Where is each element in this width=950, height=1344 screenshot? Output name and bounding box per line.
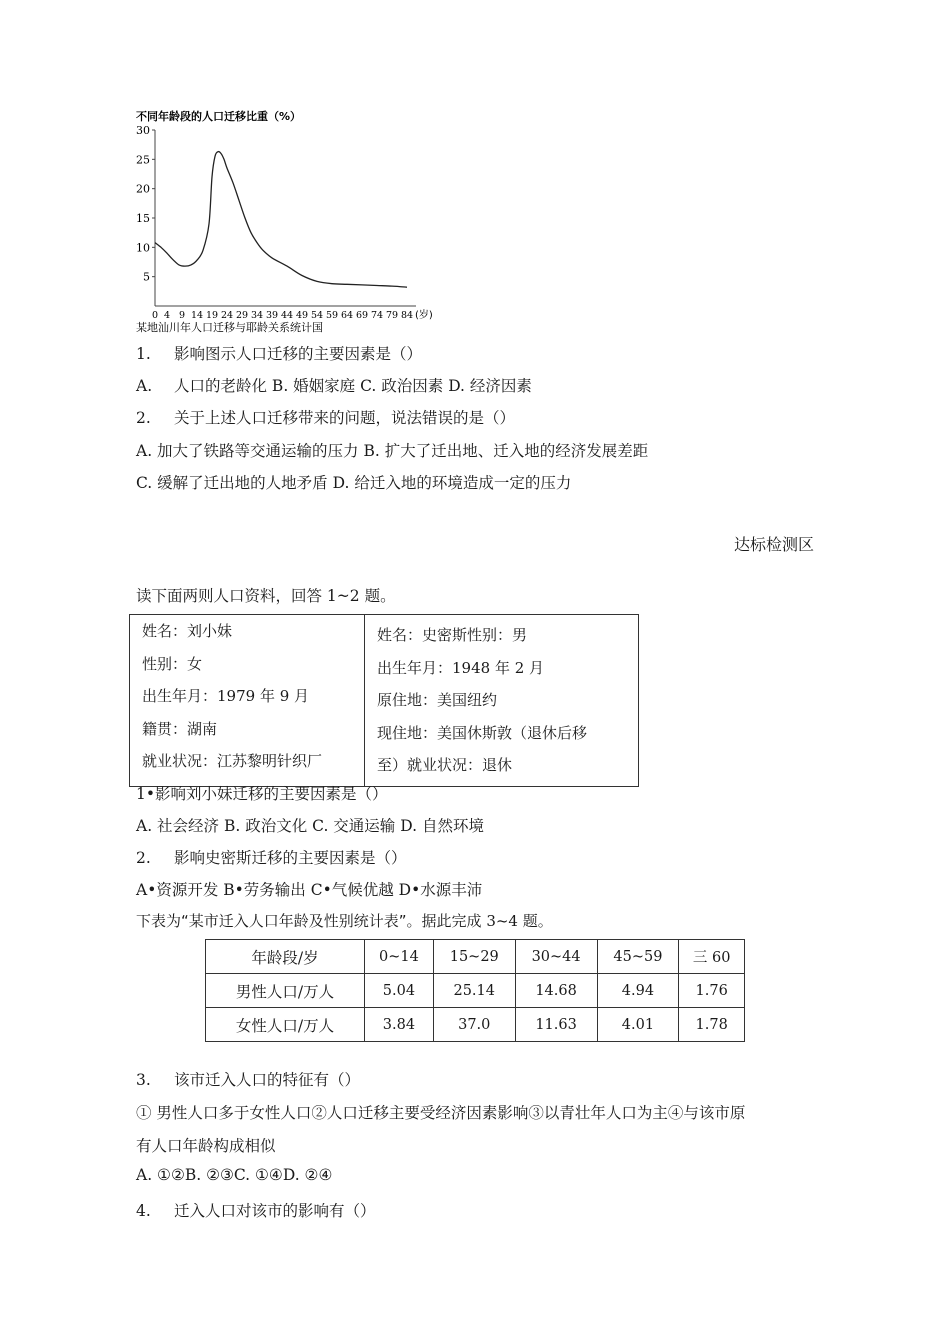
header-cell: 三 60 [679,940,745,974]
profile-question-1-options: A. 社会经济 B. 政治文化 C. 交通运输 D. 自然环境 [136,817,484,835]
x-tick-label: 14 [190,310,204,321]
x-tick-label: 54 [310,310,324,321]
profile-question-2 [136,846,407,868]
question-2 [136,406,515,428]
header-cell: 45~59 [597,940,679,974]
profile-left-cell [130,615,365,787]
chart-title: 不同年龄段的人口迁移比重（%） [136,110,302,123]
question-number: 3. [136,1071,151,1089]
profile-line: 性别：女 [142,654,203,673]
question-text: 关于上述人口迁移带来的问题，说法错误的是（） [174,409,516,427]
y-ticks [136,124,155,284]
question-2-options-a-b: A. 加大了铁路等交通运输的压力 B. 扩大了迁出地、迁入地的经济发展差距 [136,442,649,460]
question-3 [136,1068,360,1090]
profile-right-cell [365,615,639,787]
x-tick-label: 29 [235,310,249,321]
x-tick-label: 64 [340,310,354,321]
x-tick-label: 9 [178,310,186,321]
x-tick-label: 44 [280,310,294,321]
table-intro-tail: 。据此完成 3~4 题。 [406,912,553,930]
x-tick-label: 24 [220,310,234,321]
x-tick-label: 74 [370,310,384,321]
x-tick-label: 69 [355,310,369,321]
table-cell: 11.63 [515,1008,597,1042]
row-label: 女性人口/万人 [206,1008,365,1042]
x-tick-label: 59 [325,310,339,321]
y-tick-label: 25 [136,153,150,167]
question-3-options: A. ①②B. ②③C. ①④D. ②④ [136,1166,333,1184]
profile-table [129,614,639,787]
table-cell: 25.14 [433,974,515,1008]
table-row [206,974,745,1008]
question-text: 影响图示人口迁移的主要因素是（） [174,345,423,363]
migration-stats-table [205,939,745,1042]
profile-line: 至）就业状况：退休 [377,756,513,774]
profile-line: 姓名：刘小妹 [142,622,233,640]
migration-age-chart [126,104,446,334]
table-cell: 1.76 [679,974,745,1008]
x-tick-label: 34 [250,310,264,321]
options-text: 人口的老龄化 B. 婚姻家庭 C. 政治因素 D. 经济因素 [174,377,532,395]
profile-line: 籍贯：湖南 [142,719,218,738]
table-intro-title: 下表为“某市迁入人口年龄及性别统计表” [136,912,407,930]
x-tick-label: 84 [400,310,414,321]
question-2-options-c-d: C. 缓解了迁出地的人地矛盾 D. 给迁入地的环境造成一定的压力 [136,474,572,492]
profile-line: 现住地：美国休斯敦（退休后移 [377,723,588,742]
question-3-statements-1: ① 男性人口多于女性人口②人口迁移主要受经济因素影响③以青壮年人口为主④与该市原 [136,1104,746,1122]
header-cell: 15~29 [433,940,515,974]
table-cell: 4.01 [597,1008,679,1042]
table-row [206,1008,745,1042]
question-text: 影响史密斯迁移的主要因素是（） [174,849,407,867]
section-title: 达标检测区 [733,535,814,554]
profile-line: 原住地：美国纽约 [377,691,498,709]
table-row [130,615,639,787]
y-tick-label: 30 [136,124,150,137]
header-cell: 0~14 [365,940,434,974]
profile-line: 出生年月：1979 年 9 月 [142,687,310,705]
x-tick-label: 4 [163,310,171,321]
profile-line: 就业状况：江苏黎明针织厂 [142,752,323,770]
question-3-statements-2: 有人口年龄构成相似 [136,1137,276,1155]
option-label: A. [136,377,153,395]
question-number: 2. [136,409,151,427]
question-number: 4. [136,1202,151,1220]
y-tick-label: 15 [136,212,150,225]
reading-intro: 读下面两则人口资料，回答 1~2 题。 [136,587,396,605]
x-ticks [152,310,413,321]
table-cell: 4.94 [597,974,679,1008]
header-cell: 年龄段/岁 [206,940,365,974]
question-4 [136,1199,376,1221]
y-tick-label: 20 [136,182,150,196]
row-label: 男性人口/万人 [206,974,365,1008]
question-text: 迁入人口对该市的影响有（） [174,1202,376,1220]
header-cell: 30~44 [515,940,597,974]
profile-line: 出生年月：1948 年 2 月 [377,658,545,677]
table-cell: 14.68 [515,974,597,1008]
series-line [155,152,407,288]
table-cell: 5.04 [365,974,434,1008]
question-number: 2. [136,849,151,867]
x-axis-unit: (岁) [415,310,433,321]
y-tick-label: 10 [136,241,150,255]
table-intro [136,910,553,931]
profile-question-2-options: A•资源开发 B•劳务输出 C•气候优越 D•水源丰沛 [136,881,483,899]
x-tick-label: 19 [205,310,219,321]
x-tick-label: 0 [151,310,159,321]
question-1 [136,342,422,364]
table-cell: 3.84 [365,1008,434,1042]
table-header-row [206,940,745,974]
chart-caption: 某地汕川年人口迁移与耶龄关系统计国 [136,321,323,334]
x-tick-label: 49 [295,310,309,321]
y-tick-label: 5 [143,270,150,284]
question-number: 1. [136,345,151,363]
x-tick-label: 39 [265,310,279,321]
profile-line: 姓名：史密斯性别：男 [377,626,528,644]
table-cell: 37.0 [433,1008,515,1042]
x-tick-label: 79 [385,310,399,321]
chart-svg [126,104,446,334]
question-1-options [136,374,532,396]
table-cell: 1.78 [679,1008,745,1042]
question-text: 该市迁入人口的特征有（） [174,1071,361,1089]
profile-question-1: 1•影响刘小妹迁移的主要因素是（） [136,785,388,803]
